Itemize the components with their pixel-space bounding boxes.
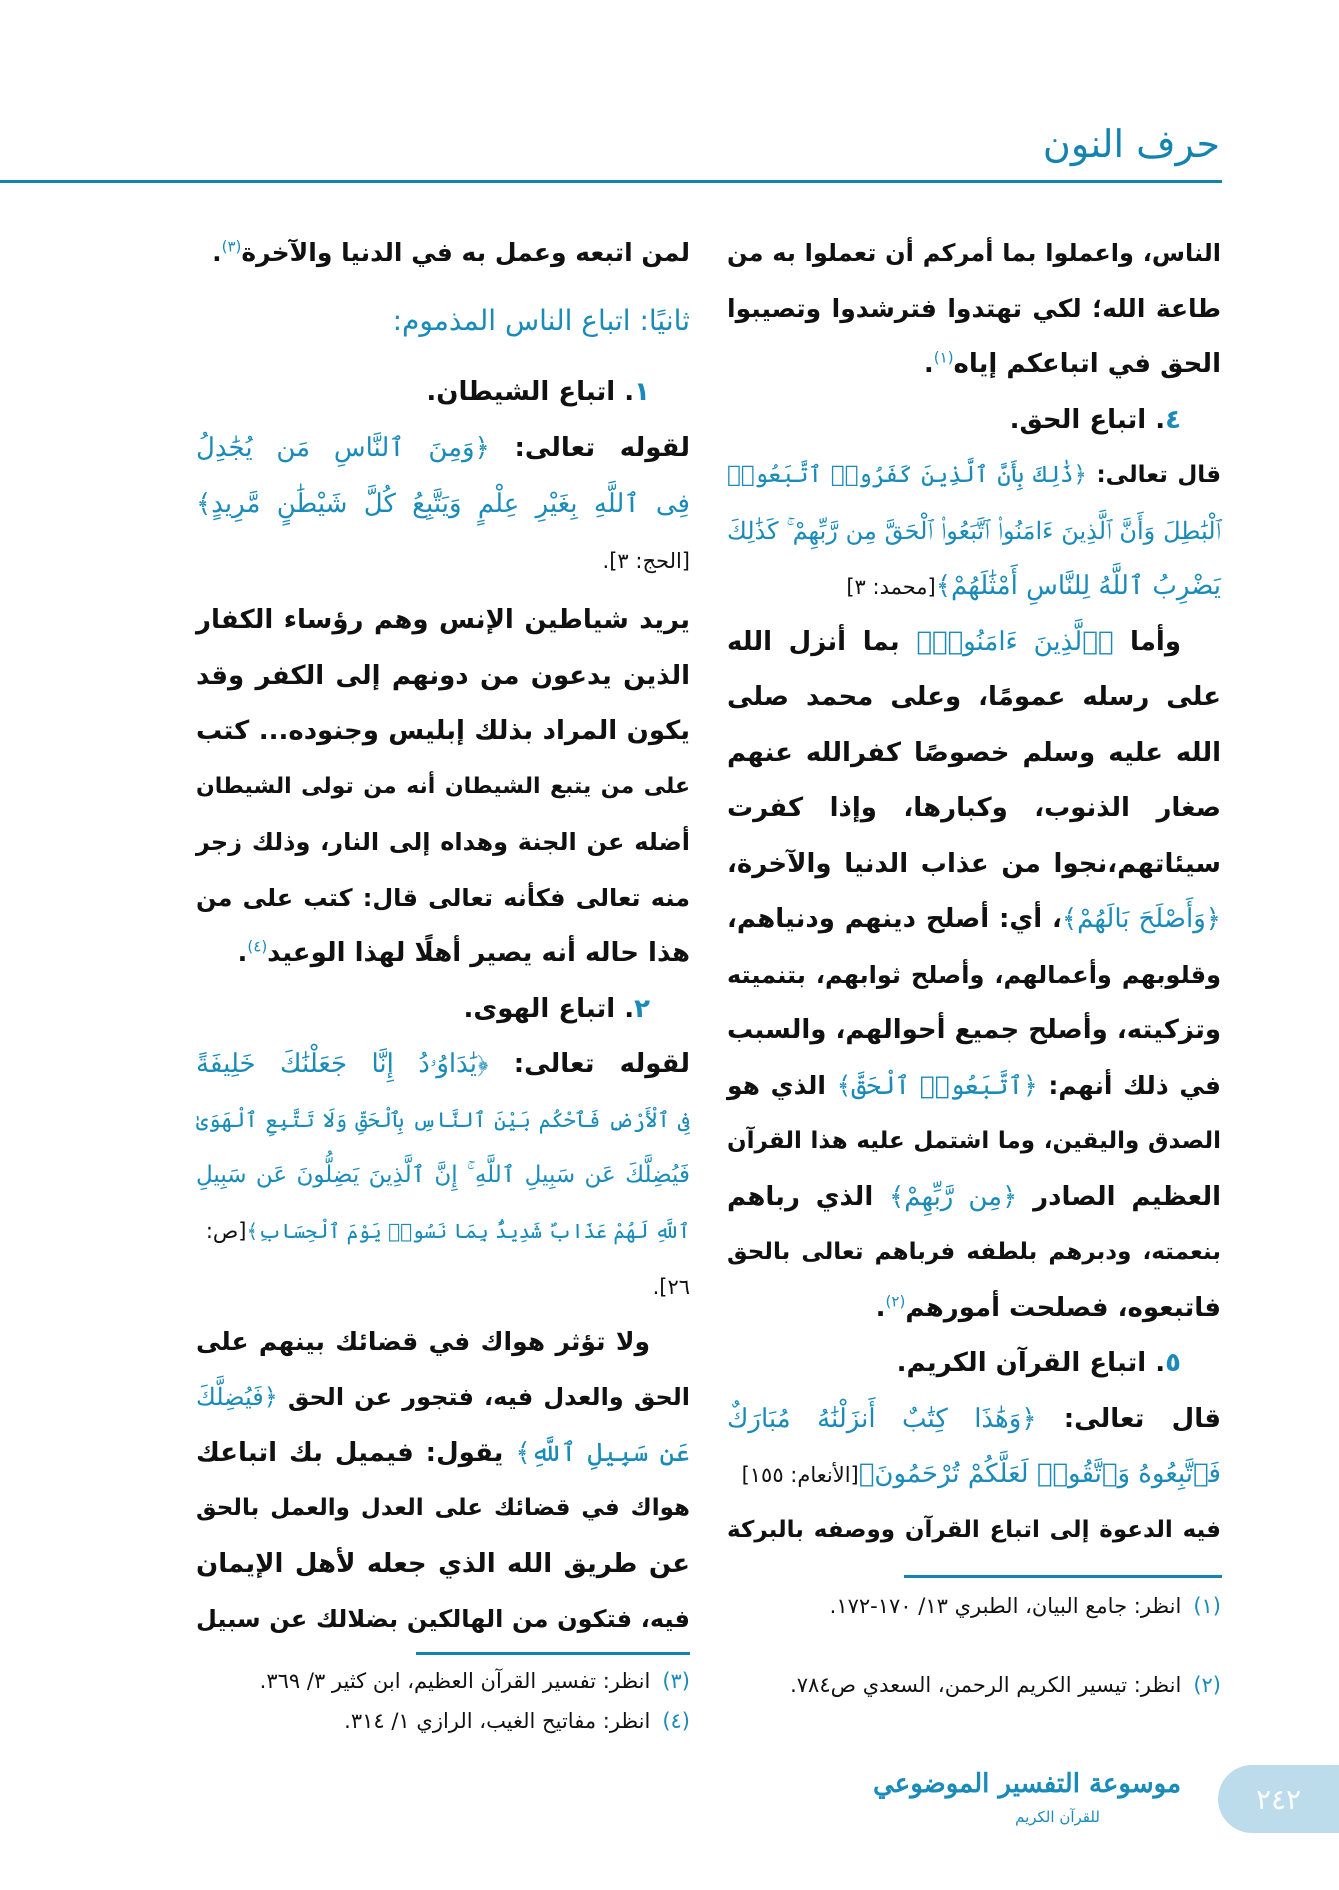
- body-text: الذي رباهم: [727, 1181, 890, 1212]
- text-line: [727, 447, 1221, 503]
- footnote-ref[interactable]: (٤): [247, 937, 268, 956]
- text-line: [727, 947, 1221, 1003]
- logo-subtitle: للقرآن الكريم: [1015, 1808, 1100, 1826]
- text-line: [196, 1258, 690, 1314]
- body-text: طاعة الله؛ لكي تهتدوا فترشدوا وتصيبوا: [727, 293, 1221, 323]
- text-line: [727, 891, 1221, 947]
- quran-verse: فَٱتَّبِعُوهُ وَٱتَّقُوا۟ لَعَلَّكُمْ تُرْحَمُونَ﴾: [858, 1459, 1221, 1489]
- text-line: [727, 281, 1221, 337]
- verse-reference: [الحج: ٣].: [602, 549, 690, 573]
- text-line: [196, 364, 690, 420]
- quran-verse: ﴿يَٰدَاوُۥدُ إِنَّا جَعَلْنَٰكَ خَلِيفَةً: [196, 1049, 489, 1079]
- page-number-badge: [1218, 1765, 1339, 1833]
- footnote-text: انظر: مفاتيح الغيب، الرازي ١/ ٣١٤.: [344, 1709, 651, 1733]
- footnote-number: (٣): [662, 1669, 690, 1693]
- body-text: الصدق واليقين، وما اشتمل عليه هذا القرآن: [727, 1128, 1221, 1154]
- footnote-ref[interactable]: (٢): [885, 1291, 906, 1310]
- quran-verse: فَيُضِلَّكَ عَن سَبِيلِ ٱللَّهِ ۚ إِنَّ ٱلَّذِينَ يَضِلُّونَ عَن سَبِيلِ: [196, 1162, 690, 1188]
- footnote-4: [196, 1703, 690, 1739]
- text-line: [727, 614, 1221, 670]
- text-line: [196, 476, 690, 532]
- body-text: عن طريق الله الذي جعله لأهل الإيمان: [196, 1548, 690, 1579]
- body-text: أضله عن الجنة وهداه إلى النار، وذلك زجر: [196, 828, 690, 856]
- text-line: [727, 392, 1221, 448]
- text-line: [727, 225, 1221, 281]
- body-text: الناس، واعملوا بما أمركم أن تعملوا به من: [727, 239, 1221, 267]
- body-text: صغار الذنوب، وكبارها، وإذا كفرت: [727, 793, 1221, 823]
- list-number: ٢: [634, 993, 650, 1024]
- quran-verse: ﴿وَأَصْلَحَ بَالَهُمْ﴾: [1061, 904, 1221, 934]
- text-line: [727, 725, 1221, 781]
- body-text: الله عليه وسلم خصوصًا كفرالله عنهم: [727, 737, 1221, 768]
- quran-verse: ﴿فَيُضِلَّكَ: [196, 1383, 278, 1411]
- body-text: العظيم الصادر: [1017, 1181, 1221, 1212]
- quran-verse: فِى ٱلْأَرْضِ فَٱحْكُم بَيْنَ ٱلنَّاسِ بِٱلْحَقِّ وَلَا تَتَّبِعِ ٱلْهَوَىٰ: [196, 1107, 690, 1132]
- text-line: [727, 780, 1221, 836]
- body-text: يقول: فيميل بك اتباعك: [196, 1437, 516, 1468]
- text-line: [196, 1536, 690, 1592]
- section-heading: ثانيًا: اتباع الناس المذموم:: [392, 304, 690, 337]
- text-line: [727, 1002, 1221, 1058]
- body-text: ولا تؤثر هواك في قضائك بينهم على: [196, 1326, 650, 1356]
- quran-verse: ﴿ٱتَّبَعُوا۟ ٱلْحَقَّ﴾: [836, 1070, 1038, 1100]
- body-text: لمن اتبعه وعمل به في الدنيا والآخرة: [241, 238, 690, 267]
- verse-reference: ٢٦].: [652, 1275, 690, 1299]
- footnote-1: [727, 1588, 1221, 1624]
- body-text: بنعمته، ودبرهم بلطفه فرباهم تعالى بالحق: [727, 1239, 1221, 1265]
- text-line: [196, 1480, 690, 1536]
- body-text: في ذلك أنهم:: [1037, 1070, 1221, 1100]
- footnote-text: انظر: جامع البيان، الطبري ١٣/ ١٧٠-١٧٢.: [829, 1594, 1182, 1618]
- text-line: [727, 1335, 1221, 1391]
- quran-verse: ٱلْبَٰطِلَ وَأَنَّ ٱلَّذِينَ ءَامَنُوا۟ ٱتَّبَعُوا۟ ٱلْحَقَّ مِن رَّبِّهِمْ ۚ كَذَٰلِكَ: [727, 516, 1221, 545]
- body-text: وتزكيته، وأصلح جميع أحوالهم، والسبب: [727, 1015, 1221, 1045]
- body-text: ، أي: أصلح دينهم ودنياهم،: [727, 904, 1062, 934]
- text-line: [196, 1591, 690, 1647]
- text-line: [196, 1314, 690, 1370]
- text-line: [196, 1036, 690, 1092]
- body-text: هواك في قضائك على العدل والعمل بالحق: [196, 1495, 690, 1521]
- text-line: [727, 836, 1221, 892]
- text-line: [196, 1203, 690, 1259]
- body-text: قال تعالى:: [1036, 1403, 1221, 1434]
- body-text: على رسله عمومًا، وعلى محمد صلى: [727, 682, 1221, 712]
- body-text: الحق والعدل فيه، فتجور عن الحق: [277, 1383, 690, 1411]
- quran-verse: يَضْرِبُ ٱللَّهُ لِلنَّاسِ أَمْثَٰلَهُمْ﴾: [935, 571, 1221, 601]
- body-text: .: [875, 1292, 886, 1323]
- footnote-ref[interactable]: (١): [933, 348, 954, 367]
- verse-reference: [الأنعام: ١٥٥]: [741, 1463, 859, 1487]
- text-line: [727, 1446, 1221, 1502]
- verse-reference: [ص:: [205, 1218, 247, 1243]
- footnote-3: [196, 1663, 690, 1699]
- text-line: [196, 759, 690, 815]
- text-line: [196, 532, 690, 588]
- text-line: [196, 648, 690, 704]
- body-text: . اتباع القرآن الكريم.: [896, 1348, 1166, 1378]
- text-line: [196, 925, 690, 981]
- body-text: يريد شياطين الإنس وهم رؤساء الكفار: [196, 605, 690, 635]
- quran-verse: ﴿مِن رَّبِّهِمْ﴾: [889, 1181, 1018, 1212]
- footnote-divider-left: [416, 1652, 690, 1655]
- quran-verse: ٱللَّهِ لَهُمْ عَذَابٌ شَدِيدٌۢ بِمَا نَسُوا۟ يَوْمَ ٱلْحِسَابِ﴾: [246, 1218, 690, 1243]
- footnote-text: انظر: تفسير القرآن العظيم، ابن كثير ٣/ ٣٦٩.: [259, 1669, 651, 1693]
- text-line: [196, 293, 690, 349]
- logo-title: موسوعة التفسير الموضوعي: [873, 1769, 1181, 1799]
- verse-reference: [محمد: ٣]: [846, 575, 936, 599]
- body-text: لقوله تعالى:: [488, 1049, 690, 1079]
- body-text: الحق في اتباعكم إياه: [953, 349, 1221, 379]
- text-line: [196, 981, 690, 1037]
- body-text: . اتباع الهوى.: [463, 993, 635, 1024]
- text-line: [196, 703, 690, 759]
- body-text: . اتباع الحق.: [1009, 404, 1166, 435]
- body-text: سيئاتهم،نجوا من عذاب الدنيا والآخرة،: [727, 848, 1221, 879]
- body-text: .: [923, 349, 934, 379]
- footnote-text: انظر: تيسير الكريم الرحمن، السعدي ص٧٨٤.: [790, 1673, 1182, 1697]
- body-text: وأما: [1113, 626, 1181, 657]
- quran-verse: ﴿ٱلَّذِينَ ءَامَنُوا۟﴾: [916, 626, 1114, 657]
- text-line: [196, 814, 690, 870]
- encyclopedia-logo: [873, 1762, 1181, 1842]
- text-line: [727, 1391, 1221, 1447]
- body-text: قال تعالى:: [1086, 462, 1222, 488]
- body-text: . اتباع الشيطان.: [426, 377, 635, 407]
- body-text: لقوله تعالى:: [489, 433, 691, 463]
- text-line: [727, 1502, 1221, 1558]
- footnote-number: (٢): [1193, 1673, 1221, 1697]
- footnote-2: [727, 1667, 1221, 1703]
- body-text: فيه الدعوة إلى اتباع القرآن ووصفه بالبركة: [727, 1516, 1221, 1543]
- body-text: .: [212, 238, 222, 267]
- quran-verse: عَن سَبِيلِ ٱللَّهِ﴾: [515, 1437, 690, 1468]
- body-text: منه تعالى فكأنه تعالى قال: كتب على من: [196, 883, 690, 912]
- quran-verse: ﴿وَهَٰذَا كِتَٰبٌ أَنزَلْنَٰهُ مُبَارَكٌ: [727, 1403, 1037, 1434]
- text-line: [727, 1113, 1221, 1169]
- footnote-number: (٤): [662, 1709, 690, 1733]
- body-text: فاتبعوه، فصلحت أمورهم: [905, 1292, 1221, 1323]
- text-line: [196, 592, 690, 648]
- text-line: [727, 1280, 1221, 1336]
- text-line: [727, 1058, 1221, 1114]
- quran-verse: ﴿وَمِنَ ٱلنَّاسِ مَن يُجَٰدِلُ: [196, 433, 490, 463]
- body-text: فيه، فتكون من الهالكين بضلالك عن سبيل: [196, 1605, 690, 1633]
- text-line: [727, 336, 1221, 392]
- page-number: ٢٤٢: [1255, 1782, 1302, 1816]
- body-text: بما أنزل الله: [727, 626, 917, 657]
- body-text: يكون المراد بذلك إبليس وجنوده... كتب: [196, 716, 690, 746]
- footnote-ref[interactable]: (٣): [221, 237, 242, 256]
- body-text: وقلوبهم وأعمالهم، وأصلح ثوابهم، بتنميته: [727, 960, 1221, 989]
- text-line: [196, 420, 690, 476]
- text-line: [196, 1425, 690, 1481]
- text-line: [727, 669, 1221, 725]
- text-line: [727, 1169, 1221, 1225]
- text-line: [196, 1369, 690, 1425]
- text-line: [196, 870, 690, 926]
- body-text: على من يتبع الشيطان أنه من تولى الشيطان: [196, 773, 690, 799]
- body-text: .: [237, 938, 248, 968]
- quran-verse: فِى ٱللَّهِ بِغَيْرِ عِلْمٍ وَيَتَّبِعُ كُلَّ شَيْطَٰنٍ مَّرِيدٍ﴾: [196, 489, 690, 519]
- quran-verse: ﴿ذَٰلِكَ بِأَنَّ ٱلَّذِينَ كَفَرُوا۟ ٱتَّبَعُوا۟: [727, 462, 1087, 488]
- text-line: [196, 1147, 690, 1203]
- list-number: ٥: [1165, 1348, 1181, 1378]
- body-text: هذا حاله أنه يصير أهلًا لهذا الوعيد: [267, 938, 690, 968]
- text-line: [727, 558, 1221, 614]
- text-line: [196, 1092, 690, 1148]
- footnote-divider-right: [904, 1575, 1222, 1578]
- body-text: الذين يدعون من دونهم إلى الكفر وقد: [196, 660, 690, 691]
- body-text: الذي هو: [727, 1070, 837, 1100]
- footnote-number: (١): [1193, 1594, 1221, 1618]
- header-divider: [0, 180, 1222, 183]
- chapter-title: حرف النون: [1042, 122, 1220, 166]
- list-number: ٤: [1165, 404, 1181, 435]
- list-number: ١: [634, 377, 650, 407]
- text-line: [196, 225, 690, 281]
- text-line: [727, 1224, 1221, 1280]
- text-line: [727, 503, 1221, 559]
